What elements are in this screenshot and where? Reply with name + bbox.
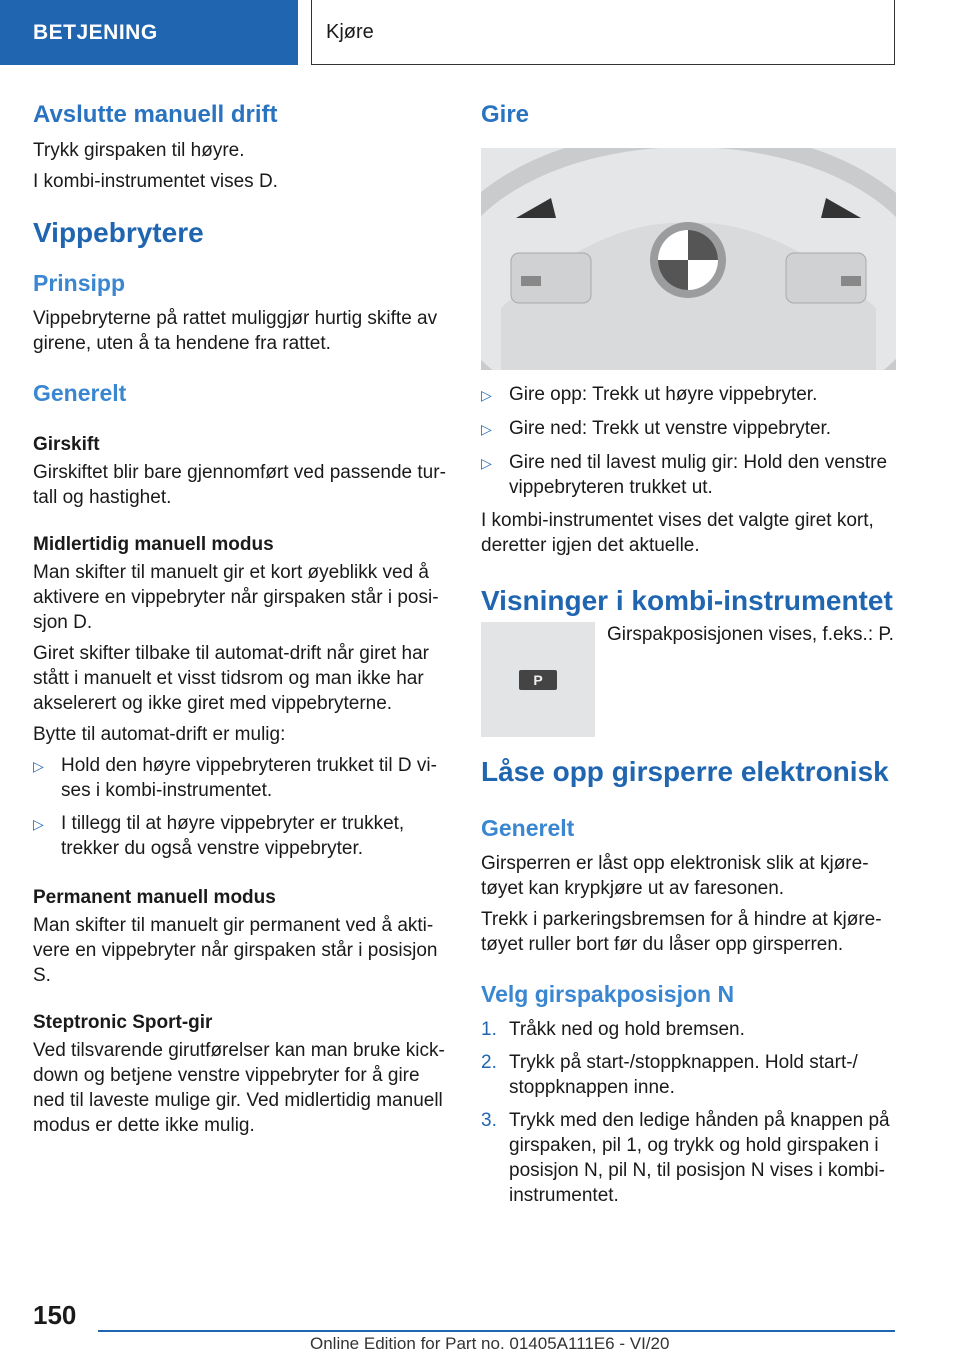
heading-end-manual: Avslutte manuell drift: [33, 101, 278, 128]
gear-p-indicator: P: [519, 670, 557, 690]
heading-general-right: Generelt: [481, 815, 575, 841]
paragraph: Giret skifter tilbake til automat-drift når giret har stått i manuelt et visst tidsrom og man ikke har akselerert og ikke giret med vippebryterne.: [33, 643, 429, 714]
bullet-icon: ▷: [33, 758, 44, 774]
steering-wheel-icon: [481, 148, 896, 370]
heading-principle: Prinsipp: [33, 270, 126, 296]
bullet-icon: ▷: [481, 421, 492, 437]
display-row: [481, 622, 896, 737]
heading-gearshift: Girskift: [33, 434, 100, 455]
heading-perm-manual: Permanent manuell modus: [33, 887, 276, 908]
header-chapter-box: [311, 0, 895, 65]
step-item: 1. Tråkk ned og hold bremsen.: [481, 1019, 745, 1040]
header-chapter-label: Kjøre: [326, 20, 374, 43]
heading-paddles: Vippebrytere: [33, 217, 204, 248]
bullet-icon: ▷: [481, 455, 492, 471]
bullet-icon: ▷: [481, 387, 492, 403]
paragraph: Man skifter til manuelt gir et kort øyeblikk ved å aktivere en vippebryter når girspaken står i posisjon D.: [33, 562, 439, 633]
left-column: [33, 100, 448, 1144]
step-item: 3. Trykk med den ledige hånden på knappen på girspaken, pil 1, og trykk og hold girspaken i posisjon N, pil N, til posisjon N vises i kombiinstrumentet.: [481, 1110, 890, 1206]
heading-select-n: Velg girspakposisjon N: [481, 981, 735, 1007]
steering-wheel-illustration: [481, 148, 896, 370]
paragraph: Trykk girspaken til høyre.: [33, 140, 245, 161]
paragraph: Man skifter til manuelt gir permanent ved å aktivere en vippebryter når girspaken står i posisjon S.: [33, 915, 438, 986]
heading-temp-manual: Midlertidig manuell modus: [33, 534, 274, 555]
right-column: [481, 100, 896, 1216]
bullet-icon: ▷: [33, 816, 44, 832]
footer-divider: [98, 1330, 895, 1332]
heading-sport: Steptronic Sport-gir: [33, 1012, 213, 1033]
header-section-tab: [0, 0, 298, 65]
paragraph: Girspakposisjonen vises, f.eks.: P.: [607, 624, 894, 645]
paragraph: I kombi-instrumentet vises D.: [33, 171, 278, 192]
paragraph: Bytte til automat-drift er mulig:: [33, 724, 286, 745]
cluster-display-image: [481, 622, 595, 737]
list-item: ▷ Gire ned til lavest mulig gir: Hold den venstre vippebryteren trukket ut.: [481, 452, 888, 498]
heading-display: Visninger i kombi-instrumentet: [481, 585, 893, 616]
list-item: ▷ Hold den høyre vippebryteren trukket til D vises i kombi-instrumentet.: [33, 755, 437, 801]
heading-shift: Gire: [481, 101, 530, 128]
list-item: ▷ I tillegg til at høyre vippebryter er trukket, trekker du også venstre vippebryter.: [33, 813, 405, 859]
heading-general: Generelt: [33, 380, 127, 406]
page-number: 150: [33, 1300, 77, 1330]
heading-unlock: Låse opp girsperre elektronisk: [481, 756, 889, 787]
paragraph: Girskiftet blir bare gjennomført ved passende turtall og hastighet.: [33, 462, 446, 508]
list-item: ▷ Gire opp: Trekk ut høyre vippebryter.: [481, 382, 896, 408]
paragraph: Ved tilsvarende girutførelser kan man bruke kickdown og betjene venstre vippebryter for å gire ned til laveste mulige gir. Ved midlertidig manuell modus er dette ikke mulig.: [33, 1040, 445, 1136]
paragraph: I kombi-instrumentet vises det valgte giret kort, deretter igjen det aktuelle.: [481, 510, 874, 556]
step-item: 2. Trykk på start-/stoppknappen. Hold start-/ stoppknappen inne.: [481, 1052, 858, 1098]
paragraph: Vippebryterne på rattet muliggjør hurtig skifte av girene, uten å ta hendene fra rattet.: [33, 308, 438, 354]
footer-edition: Online Edition for Part no. 01405A111E6 - VI/20: [310, 1334, 670, 1353]
paragraph: Girsperren er låst opp elektronisk slik at kjøretøyet kan krypkjøre ut av faresonen.: [481, 853, 869, 899]
header-section-label: BETJENING: [33, 20, 158, 44]
list-item: ▷ Gire ned: Trekk ut venstre vippebryter.: [481, 416, 896, 442]
paragraph: Trekk i parkeringsbremsen for å hindre at kjøretøyet ruller bort før du låser opp girsperren.: [481, 909, 882, 955]
